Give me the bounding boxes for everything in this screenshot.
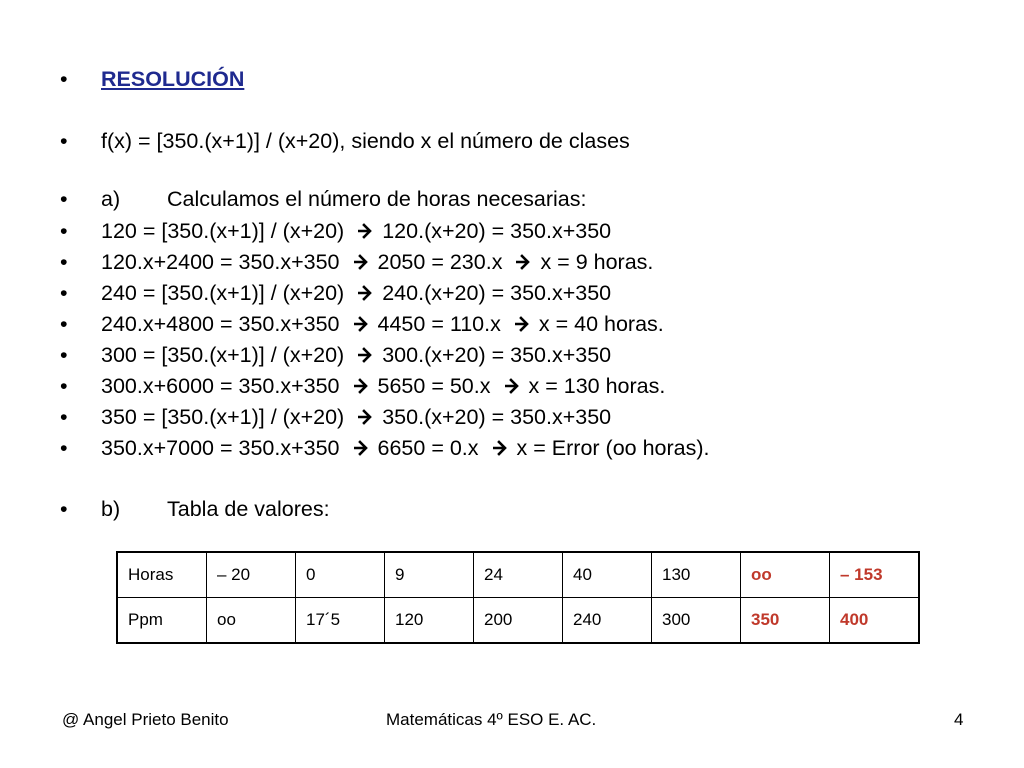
arrow-right-icon <box>358 344 372 362</box>
table-cell-highlight: 350 <box>741 598 830 644</box>
table-cell: oo <box>207 598 296 644</box>
bullet: • <box>60 219 68 243</box>
equation-middle: 120.(x+20) = 350.x+350 <box>382 219 612 243</box>
equation-left: 240 = [350.(x+1)] / (x+20) <box>101 281 345 305</box>
equation-middle: 350.(x+20) = 350.x+350 <box>382 405 612 429</box>
equation-result: x = Error (oo horas). <box>516 436 710 460</box>
arrow-right-icon <box>515 313 529 331</box>
arrow-right-icon <box>354 313 368 331</box>
bullet: • <box>60 187 68 211</box>
table-cell: 240 <box>563 598 652 644</box>
equation-middle: 4450 = 110.x <box>377 312 501 336</box>
footer-course: Matemáticas 4º ESO E. AC. <box>386 710 597 729</box>
table-cell: 300 <box>652 598 741 644</box>
bullet: • <box>60 405 68 429</box>
arrow-right-icon <box>505 375 519 393</box>
equation-left: 120 = [350.(x+1)] / (x+20) <box>101 219 345 243</box>
equation-left: 350 = [350.(x+1)] / (x+20) <box>101 405 345 429</box>
bullet: • <box>60 129 68 153</box>
arrow-right-icon <box>354 437 368 455</box>
bullet: • <box>60 436 68 460</box>
arrow-right-icon <box>358 282 372 300</box>
table-cell-highlight: – 153 <box>830 552 920 598</box>
footer-page-number: 4 <box>954 710 964 729</box>
bullet: • <box>60 374 68 398</box>
bullet: • <box>60 67 68 91</box>
section-b-label: b) <box>101 497 121 521</box>
equation-result: x = 9 horas. <box>540 250 654 274</box>
footer-author: @ Angel Prieto Benito <box>62 710 229 729</box>
equation-left: 120.x+2400 = 350.x+350 <box>101 250 340 274</box>
arrow-right-icon <box>358 220 372 238</box>
section-b-text: Tabla de valores: <box>167 497 330 521</box>
function-text: f(x) = [350.(x+1)] / (x+20), siendo x el número de clases <box>101 129 630 153</box>
table-cell: – 20 <box>207 552 296 598</box>
equation-middle: 6650 = 0.x <box>377 436 479 460</box>
table-row-ppm <box>117 598 919 644</box>
arrow-right-icon <box>516 251 530 269</box>
table-cell: 130 <box>652 552 741 598</box>
table-cell: 120 <box>385 598 474 644</box>
bullet: • <box>60 497 68 521</box>
arrow-right-icon <box>354 251 368 269</box>
table-cell: 40 <box>563 552 652 598</box>
equation-left: 300.x+6000 = 350.x+350 <box>101 374 340 398</box>
values-table <box>116 551 920 644</box>
equation-left: 300 = [350.(x+1)] / (x+20) <box>101 343 345 367</box>
table-cell: 24 <box>474 552 563 598</box>
equation-middle: 5650 = 50.x <box>377 374 491 398</box>
table-cell: 0 <box>296 552 385 598</box>
equation-left: 350.x+7000 = 350.x+350 <box>101 436 340 460</box>
table-cell: Ppm <box>117 598 207 644</box>
bullet: • <box>60 250 68 274</box>
equation-middle: 2050 = 230.x <box>377 250 503 274</box>
arrow-right-icon <box>354 375 368 393</box>
arrow-right-icon <box>358 406 372 424</box>
table-cell-highlight: oo <box>741 552 830 598</box>
table-cell: 17´5 <box>296 598 385 644</box>
equation-middle: 240.(x+20) = 350.x+350 <box>382 281 612 305</box>
arrow-right-icon <box>493 437 507 455</box>
section-a-label: a) <box>101 187 121 211</box>
table-cell: Horas <box>117 552 207 598</box>
table-cell: 9 <box>385 552 474 598</box>
table-cell-highlight: 400 <box>830 598 920 644</box>
bullet: • <box>60 281 68 305</box>
bullet: • <box>60 343 68 367</box>
bullet: • <box>60 312 68 336</box>
table-row-horas <box>117 552 919 598</box>
equation-left: 240.x+4800 = 350.x+350 <box>101 312 340 336</box>
equation-result: x = 130 horas. <box>528 374 666 398</box>
table-cell: 200 <box>474 598 563 644</box>
equation-result: x = 40 horas. <box>538 312 664 336</box>
equation-middle: 300.(x+20) = 350.x+350 <box>382 343 612 367</box>
page-title: RESOLUCIÓN <box>101 67 245 91</box>
section-a-text: Calculamos el número de horas necesarias: <box>167 187 587 211</box>
